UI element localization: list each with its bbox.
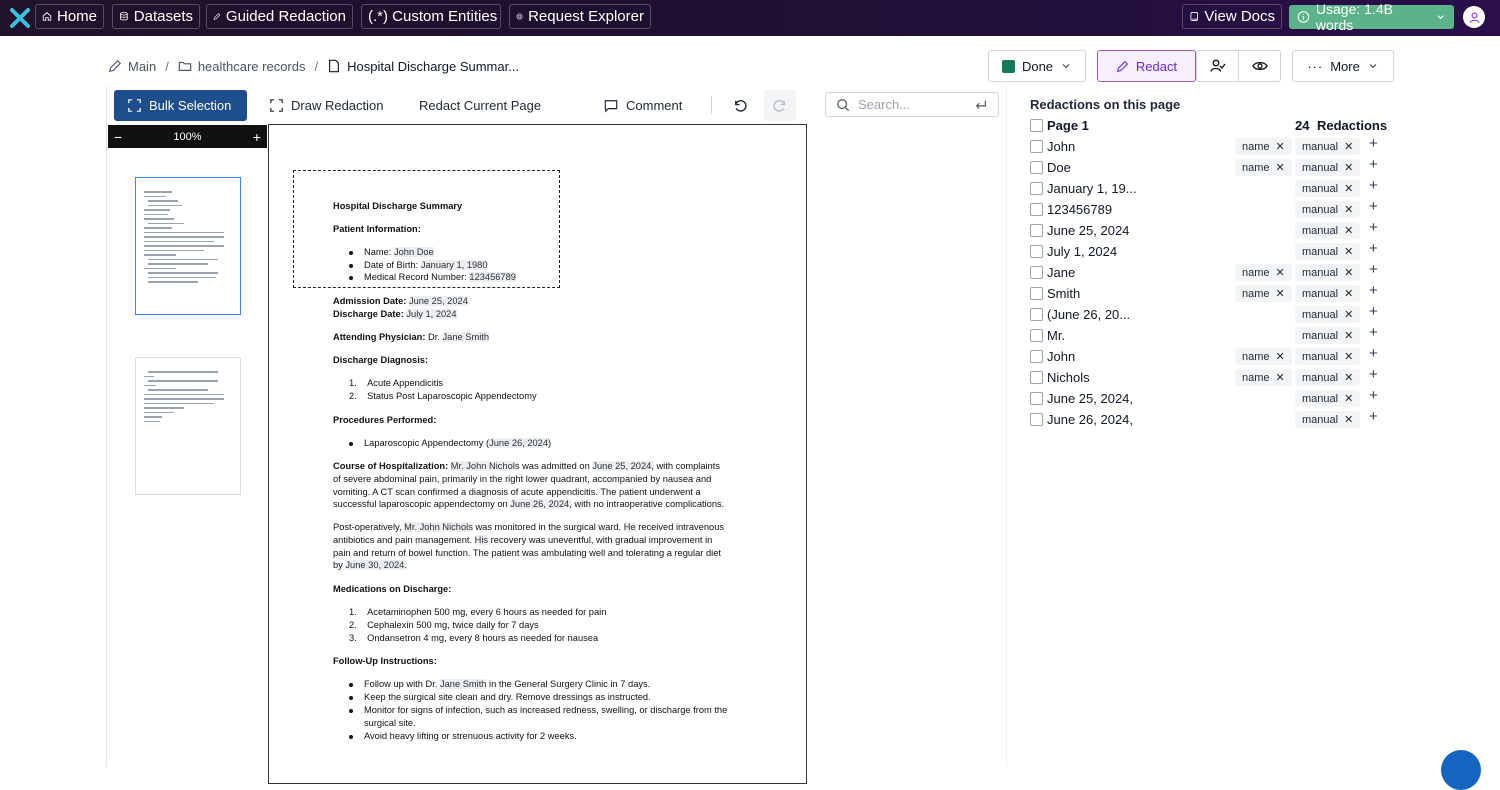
close-icon[interactable]: ✕ xyxy=(1344,414,1354,426)
redact-button[interactable] xyxy=(1097,50,1196,82)
close-icon[interactable]: ✕ xyxy=(1344,288,1354,300)
chat-button[interactable] xyxy=(1441,750,1481,790)
procedure-item: Laparoscopic Appendectomy (June 26, 2024) xyxy=(349,437,551,450)
view-docs-button[interactable] xyxy=(1182,4,1282,29)
pencil-icon xyxy=(213,9,221,24)
bulk-selection-label: Bulk Selection xyxy=(149,98,232,113)
add-tag-button[interactable]: + xyxy=(1369,261,1378,278)
nav-custom-entities[interactable] xyxy=(361,4,501,29)
add-tag-button[interactable]: + xyxy=(1369,198,1378,215)
undo-button[interactable] xyxy=(732,90,750,121)
redaction-text: January 1, 19... xyxy=(1047,180,1137,196)
patient-mrn-line: Medical Record Number: 123456789 xyxy=(349,271,516,284)
nav-home[interactable] xyxy=(35,4,104,29)
entity-tag-name[interactable] xyxy=(1235,348,1292,365)
redact-current-page-button[interactable] xyxy=(419,90,541,121)
diagnosis-item: 1. Acute Appendicitis xyxy=(349,378,444,388)
tag-label: manual xyxy=(1302,140,1339,153)
search-icon xyxy=(836,98,850,112)
entity-tag-manual[interactable] xyxy=(1295,264,1360,281)
pencil-icon xyxy=(108,59,122,73)
close-icon[interactable]: ✕ xyxy=(1275,351,1285,363)
eye-icon xyxy=(1252,58,1268,74)
comment-icon xyxy=(604,99,618,113)
panel-border xyxy=(1006,86,1007,767)
add-tag-button[interactable]: + xyxy=(1369,324,1378,341)
page-thumbnail-1[interactable] xyxy=(135,177,241,315)
redaction-text: Mr. xyxy=(1047,327,1066,343)
redaction-checkbox[interactable] xyxy=(1030,308,1043,321)
entity-tag-manual[interactable] xyxy=(1295,411,1360,428)
add-tag-button[interactable]: + xyxy=(1369,387,1378,404)
entity-tag-manual[interactable] xyxy=(1295,159,1360,176)
entity-tag-manual[interactable] xyxy=(1295,369,1360,386)
search-field[interactable] xyxy=(825,92,999,117)
tag-label: manual xyxy=(1302,350,1339,363)
tag-label: manual xyxy=(1302,245,1339,258)
usage-button[interactable] xyxy=(1289,1,1454,33)
zoom-control xyxy=(108,125,267,148)
nav-guided-redaction[interactable] xyxy=(206,4,353,29)
followup-item-continued: surgical site. xyxy=(364,718,416,728)
tag-label: manual xyxy=(1302,161,1339,174)
more-label: More xyxy=(1330,58,1360,74)
info-icon xyxy=(1297,10,1310,24)
preview-button[interactable] xyxy=(1238,50,1281,82)
tag-label: manual xyxy=(1302,203,1339,216)
admission-date-line: Admission Date: June 25, 2024 xyxy=(333,296,468,306)
chevron-down-icon xyxy=(1435,11,1446,23)
patient-name-line: Name: John Doe xyxy=(349,246,434,259)
redaction-highlight[interactable]: John Doe xyxy=(393,247,434,257)
draw-redaction-button[interactable] xyxy=(270,90,384,121)
home-icon xyxy=(42,9,52,24)
medication-item: 3. Ondansetron 4 mg, every 8 hours as needed for nausea xyxy=(349,633,599,643)
discharge-date-line: Discharge Date: July 1, 2024 xyxy=(333,309,457,319)
app-logo-icon[interactable] xyxy=(10,8,30,28)
redaction-checkbox[interactable] xyxy=(1030,245,1043,258)
procedures-heading: Procedures Performed: xyxy=(333,415,437,425)
close-icon[interactable]: ✕ xyxy=(1275,288,1285,300)
database-icon xyxy=(119,9,129,24)
close-icon[interactable]: ✕ xyxy=(1344,309,1354,321)
add-tag-button[interactable]: + xyxy=(1369,177,1378,194)
comment-button[interactable] xyxy=(604,90,682,121)
redaction-text: July 1, 2024 xyxy=(1047,243,1118,259)
page-thumbnail-2[interactable] xyxy=(135,357,241,495)
viewer-border xyxy=(106,86,107,767)
toolbar-divider xyxy=(711,96,712,114)
followup-item: Follow up with Dr. Jane Smith in the General Surgery Clinic in 7 days. xyxy=(349,678,650,691)
redaction-checkbox[interactable] xyxy=(1030,161,1043,174)
book-icon xyxy=(1189,9,1199,24)
nav-datasets-label: Datasets xyxy=(133,8,193,25)
close-icon[interactable]: ✕ xyxy=(1275,141,1285,153)
pencil-icon xyxy=(1116,60,1129,73)
redaction-text: (June 26, 20... xyxy=(1047,306,1131,322)
add-tag-button[interactable]: + xyxy=(1369,303,1378,320)
zoom-in-button[interactable]: + xyxy=(252,128,261,145)
tag-label: manual xyxy=(1302,413,1339,426)
close-icon[interactable]: ✕ xyxy=(1344,330,1354,342)
add-tag-button[interactable]: + xyxy=(1369,219,1378,236)
breadcrumb-folder[interactable]: healthcare records xyxy=(197,58,306,74)
nav-request-explorer[interactable] xyxy=(509,4,651,29)
redaction-checkbox[interactable] xyxy=(1030,287,1043,300)
page-label: Page 1 xyxy=(1047,117,1089,133)
nav-custom-label: (.*) Custom Entities xyxy=(368,8,498,25)
breadcrumb-file: Hospital Discharge Summar... xyxy=(347,58,520,74)
redo-button[interactable] xyxy=(764,90,796,121)
redaction-checkbox[interactable] xyxy=(1030,203,1043,216)
zoom-out-button[interactable]: − xyxy=(114,128,123,145)
chevron-down-icon xyxy=(1367,60,1379,72)
entity-tag-name[interactable] xyxy=(1235,138,1292,155)
add-tag-button[interactable]: + xyxy=(1369,156,1378,173)
entity-tag-manual[interactable] xyxy=(1295,327,1360,344)
nav-request-label: Request Explorer xyxy=(528,8,644,25)
add-tag-button[interactable]: + xyxy=(1369,282,1378,299)
tag-label: manual xyxy=(1302,287,1339,300)
draw-redaction-label: Draw Redaction xyxy=(291,98,384,113)
diagnosis-heading: Discharge Diagnosis: xyxy=(333,355,429,365)
entity-tag-manual[interactable] xyxy=(1295,390,1360,407)
tag-label: name xyxy=(1242,287,1270,300)
close-icon[interactable]: ✕ xyxy=(1275,162,1285,174)
redaction-highlight[interactable]: June 26, 2024) xyxy=(489,438,552,448)
redaction-checkbox[interactable] xyxy=(1030,392,1043,405)
course-paragraph-2: Post-operatively, Mr. John Nichols was monitored in the surgical ward. He received intravenous antibiotics and pain management. His recovery was uneventful, with gradual improvement in pain and return of bowel function. The patient was ambulating well and tolerating a regular diet by June 30, 2024. xyxy=(333,522,725,571)
redaction-text: June 25, 2024 xyxy=(1047,222,1130,238)
status-color-swatch xyxy=(1002,60,1015,73)
patient-info-heading: Patient Information: xyxy=(333,224,421,234)
page-group-row xyxy=(1030,115,1388,135)
redact-label: Redact xyxy=(1135,58,1178,74)
zoom-level: 100% xyxy=(173,130,202,143)
entity-tag-name[interactable] xyxy=(1235,264,1292,281)
folder-icon xyxy=(178,59,192,73)
close-icon[interactable]: ✕ xyxy=(1344,267,1354,279)
bulk-selection-button[interactable] xyxy=(114,90,247,121)
entity-tag-manual[interactable] xyxy=(1295,243,1360,260)
medication-item: 1. Acetaminophen 500 mg, every 6 hours as needed for pain xyxy=(349,607,607,617)
add-tag-button[interactable]: + xyxy=(1369,240,1378,257)
redaction-count-label: Redactions xyxy=(1317,117,1388,133)
usage-label: Usage: 1.4B words xyxy=(1315,1,1393,33)
close-icon[interactable]: ✕ xyxy=(1344,162,1354,174)
user-check-button[interactable] xyxy=(1196,50,1239,82)
medication-item: 2. Cephalexin 500 mg, twice daily for 7 days xyxy=(349,620,539,630)
redaction-text: June 26, 2024, xyxy=(1047,411,1134,427)
redaction-text: June 25, 2024, xyxy=(1047,390,1134,406)
tag-label: manual xyxy=(1302,329,1339,342)
thumbnail-preview xyxy=(136,358,240,422)
target-icon xyxy=(516,9,523,24)
tag-label: manual xyxy=(1302,392,1339,405)
entity-tag-manual[interactable] xyxy=(1295,348,1360,365)
comment-label: Comment xyxy=(626,98,683,113)
ellipsis-icon: ··· xyxy=(1307,58,1324,74)
redaction-text: John xyxy=(1047,138,1076,154)
add-tag-button[interactable]: + xyxy=(1369,135,1378,152)
tag-label: manual xyxy=(1302,308,1339,321)
redaction-count: 24 xyxy=(1295,117,1310,133)
redo-icon xyxy=(773,98,788,113)
followup-item: Avoid heavy lifting or strenuous activity for 2 weeks. xyxy=(349,730,577,743)
close-icon[interactable]: ✕ xyxy=(1275,267,1285,279)
followup-item: Monitor for signs of infection, such as increased redness, swelling, or discharge from the xyxy=(349,704,727,717)
redaction-checkbox[interactable] xyxy=(1030,182,1043,195)
redact-page-label: Redact Current Page xyxy=(419,98,542,113)
add-tag-button[interactable]: + xyxy=(1369,345,1378,362)
redaction-checkbox[interactable] xyxy=(1030,329,1043,342)
tag-label: name xyxy=(1242,371,1270,384)
redaction-text: Doe xyxy=(1047,159,1071,175)
search-placeholder: Search... xyxy=(858,97,911,112)
view-docs-label: View Docs xyxy=(1204,8,1275,25)
entity-tag-manual[interactable] xyxy=(1295,138,1360,155)
editor-toolbar xyxy=(108,86,1008,124)
redaction-text: Smith xyxy=(1047,285,1081,301)
entity-tag-name[interactable] xyxy=(1235,285,1292,302)
close-icon[interactable]: ✕ xyxy=(1344,246,1354,258)
status-label: Done xyxy=(1021,58,1054,74)
thumbnail-preview xyxy=(136,178,240,283)
close-icon[interactable]: ✕ xyxy=(1344,372,1354,384)
tag-label: manual xyxy=(1302,266,1339,279)
avatar[interactable] xyxy=(1463,6,1485,28)
followup-heading: Follow-Up Instructions: xyxy=(333,656,437,666)
close-icon[interactable]: ✕ xyxy=(1344,204,1354,216)
tag-label: manual xyxy=(1302,224,1339,237)
redaction-checkbox[interactable] xyxy=(1030,413,1043,426)
redaction-highlight[interactable]: January 1, 1980 xyxy=(420,260,488,270)
redaction-highlight[interactable]: Jane Smith xyxy=(442,332,490,342)
doc-title: Hospital Discharge Summary xyxy=(333,201,463,211)
redaction-checkbox[interactable] xyxy=(1030,350,1043,363)
redaction-highlight[interactable]: July 1, 2024 xyxy=(406,309,457,319)
patient-dob-line: Date of Birth: January 1, 1980 xyxy=(349,259,488,272)
nav-guided-label: Guided Redaction xyxy=(225,8,346,25)
breadcrumb-main[interactable]: Main xyxy=(128,58,157,74)
user-check-icon xyxy=(1210,58,1226,74)
page-checkbox[interactable] xyxy=(1030,119,1043,132)
nav-datasets[interactable] xyxy=(112,4,200,29)
diagnosis-item: 2. Status Post Laparoscopic Appendectomy xyxy=(349,391,537,401)
top-nav xyxy=(0,0,1500,36)
entity-tag-name[interactable] xyxy=(1235,369,1292,386)
close-icon[interactable]: ✕ xyxy=(1344,351,1354,363)
tag-label: manual xyxy=(1302,371,1339,384)
close-icon[interactable]: ✕ xyxy=(1344,393,1354,405)
redaction-checkbox[interactable] xyxy=(1030,140,1043,153)
entity-tag-manual[interactable] xyxy=(1295,306,1360,323)
file-icon xyxy=(327,59,341,73)
close-icon[interactable]: ✕ xyxy=(1344,183,1354,195)
redaction-checkbox[interactable] xyxy=(1030,371,1043,384)
add-tag-button[interactable]: + xyxy=(1369,366,1378,383)
tag-label: name xyxy=(1242,161,1270,174)
redactions-panel-title: Redactions on this page xyxy=(1030,97,1181,112)
physician-line: Attending Physician: Dr. Jane Smith xyxy=(333,332,490,342)
status-dropdown[interactable] xyxy=(988,50,1086,82)
followup-item: Keep the surgical site clean and dry. Remove dressings as instructed. xyxy=(349,691,651,704)
redaction-highlight[interactable]: 123456789 xyxy=(469,272,516,282)
close-icon[interactable]: ✕ xyxy=(1344,225,1354,237)
entity-tag-manual[interactable] xyxy=(1295,201,1360,218)
redaction-checkbox[interactable] xyxy=(1030,266,1043,279)
redaction-highlight[interactable]: Jane Smith xyxy=(439,679,487,689)
undo-icon xyxy=(732,98,747,113)
enter-icon xyxy=(974,98,988,112)
more-button[interactable] xyxy=(1292,50,1394,82)
entity-tag-manual[interactable] xyxy=(1295,285,1360,302)
breadcrumb-separator: / xyxy=(314,58,319,74)
user-icon xyxy=(1468,11,1481,24)
redaction-text: Nichols xyxy=(1047,369,1090,385)
redaction-checkbox[interactable] xyxy=(1030,224,1043,237)
redaction-text: 123456789 xyxy=(1047,201,1113,217)
nav-home-label: Home xyxy=(56,8,97,25)
redaction-text: Jane xyxy=(1047,264,1076,280)
entity-tag-name[interactable] xyxy=(1235,159,1292,176)
selection-icon xyxy=(270,99,283,112)
medications-heading: Medications on Discharge: xyxy=(333,584,452,594)
tag-label: name xyxy=(1242,266,1270,279)
redaction-highlight[interactable]: June 25, 2024 xyxy=(408,296,468,306)
entity-tag-manual[interactable] xyxy=(1295,222,1360,239)
entity-tag-manual[interactable] xyxy=(1295,180,1360,197)
add-tag-button[interactable]: + xyxy=(1369,408,1378,425)
tag-label: name xyxy=(1242,140,1270,153)
selection-icon xyxy=(128,99,141,112)
tag-label: name xyxy=(1242,350,1270,363)
breadcrumb-separator: / xyxy=(165,58,169,74)
breadcrumb xyxy=(108,57,519,75)
tag-label: manual xyxy=(1302,182,1339,195)
close-icon[interactable]: ✕ xyxy=(1275,372,1285,384)
chevron-down-icon xyxy=(1060,60,1072,72)
course-paragraph-1: Course of Hospitalization: Mr. John Nichols was admitted on June 25, 2024, with complaints of severe abdominal pain, primarily in the right lower quadrant, accompanied by nausea and vomiting. A CT scan confirmed a diagnosis of acute appendicitis. The patient underwent a successful laparoscopic appendectomy on June 26, 2024, with no intraoperative complications. xyxy=(333,461,725,510)
close-icon[interactable]: ✕ xyxy=(1344,141,1354,153)
document-page xyxy=(268,124,807,784)
redaction-text: John xyxy=(1047,348,1076,364)
